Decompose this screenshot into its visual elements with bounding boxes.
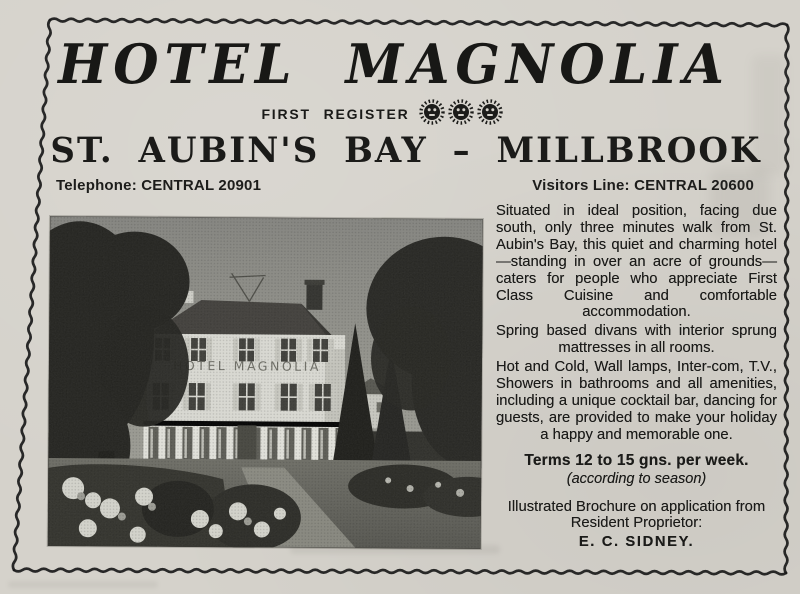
telephone-line: Telephone: CENTRAL 20901 — [56, 177, 262, 194]
proprietor-name: E. C. SIDNEY. — [578, 534, 695, 551]
rope-border-bottom — [14, 569, 786, 575]
terms-line: Terms 12 to 15 gns. per week. — [524, 451, 749, 469]
hotel-title: HOTEL MAGNOLIA — [58, 32, 730, 97]
description-column — [496, 203, 777, 551]
print-bleed-smudge — [8, 581, 158, 588]
brochure-line: Illustrated Brochure on application from Resident Proprietor: — [507, 498, 766, 532]
visitors-line: Visitors Line: CENTRAL 20600 — [532, 177, 754, 194]
description-paragraph: Hot and Cold, Wall lamps, Inter-com, T.V., Showers in bathrooms and all amenities, including a unique cocktail bar, dancing for guests, are provided to make your holiday a happy and memorable one. — [496, 359, 777, 443]
contact-row — [56, 177, 754, 194]
description-paragraph: Spring based divans with interior sprung mattresses in all rooms. — [496, 323, 777, 357]
sun-face-icon — [448, 99, 474, 125]
season-note: (according to season) — [566, 470, 707, 487]
rope-border-right — [785, 25, 789, 573]
description-paragraph: Situated in ideal position, facing due south, only three minutes walk from St. Aubin's Bay, this quiet and charming hotel—standing in over an acre of grounds—caters for people who appreciate First Class Cuisine and comfortable accommodation. — [496, 203, 777, 321]
sun-rating-group — [419, 99, 503, 125]
sun-face-icon — [477, 99, 503, 125]
hotel-photo — [48, 216, 483, 549]
register-label: FIRST REGISTER — [261, 106, 410, 122]
sun-face-icon — [419, 99, 445, 125]
rope-border-top — [50, 19, 787, 27]
location-heading: ST. AUBIN'S BAY – MILLBROOK — [50, 130, 762, 172]
register-row — [0, 99, 764, 125]
photo-grain-overlay — [48, 216, 483, 549]
